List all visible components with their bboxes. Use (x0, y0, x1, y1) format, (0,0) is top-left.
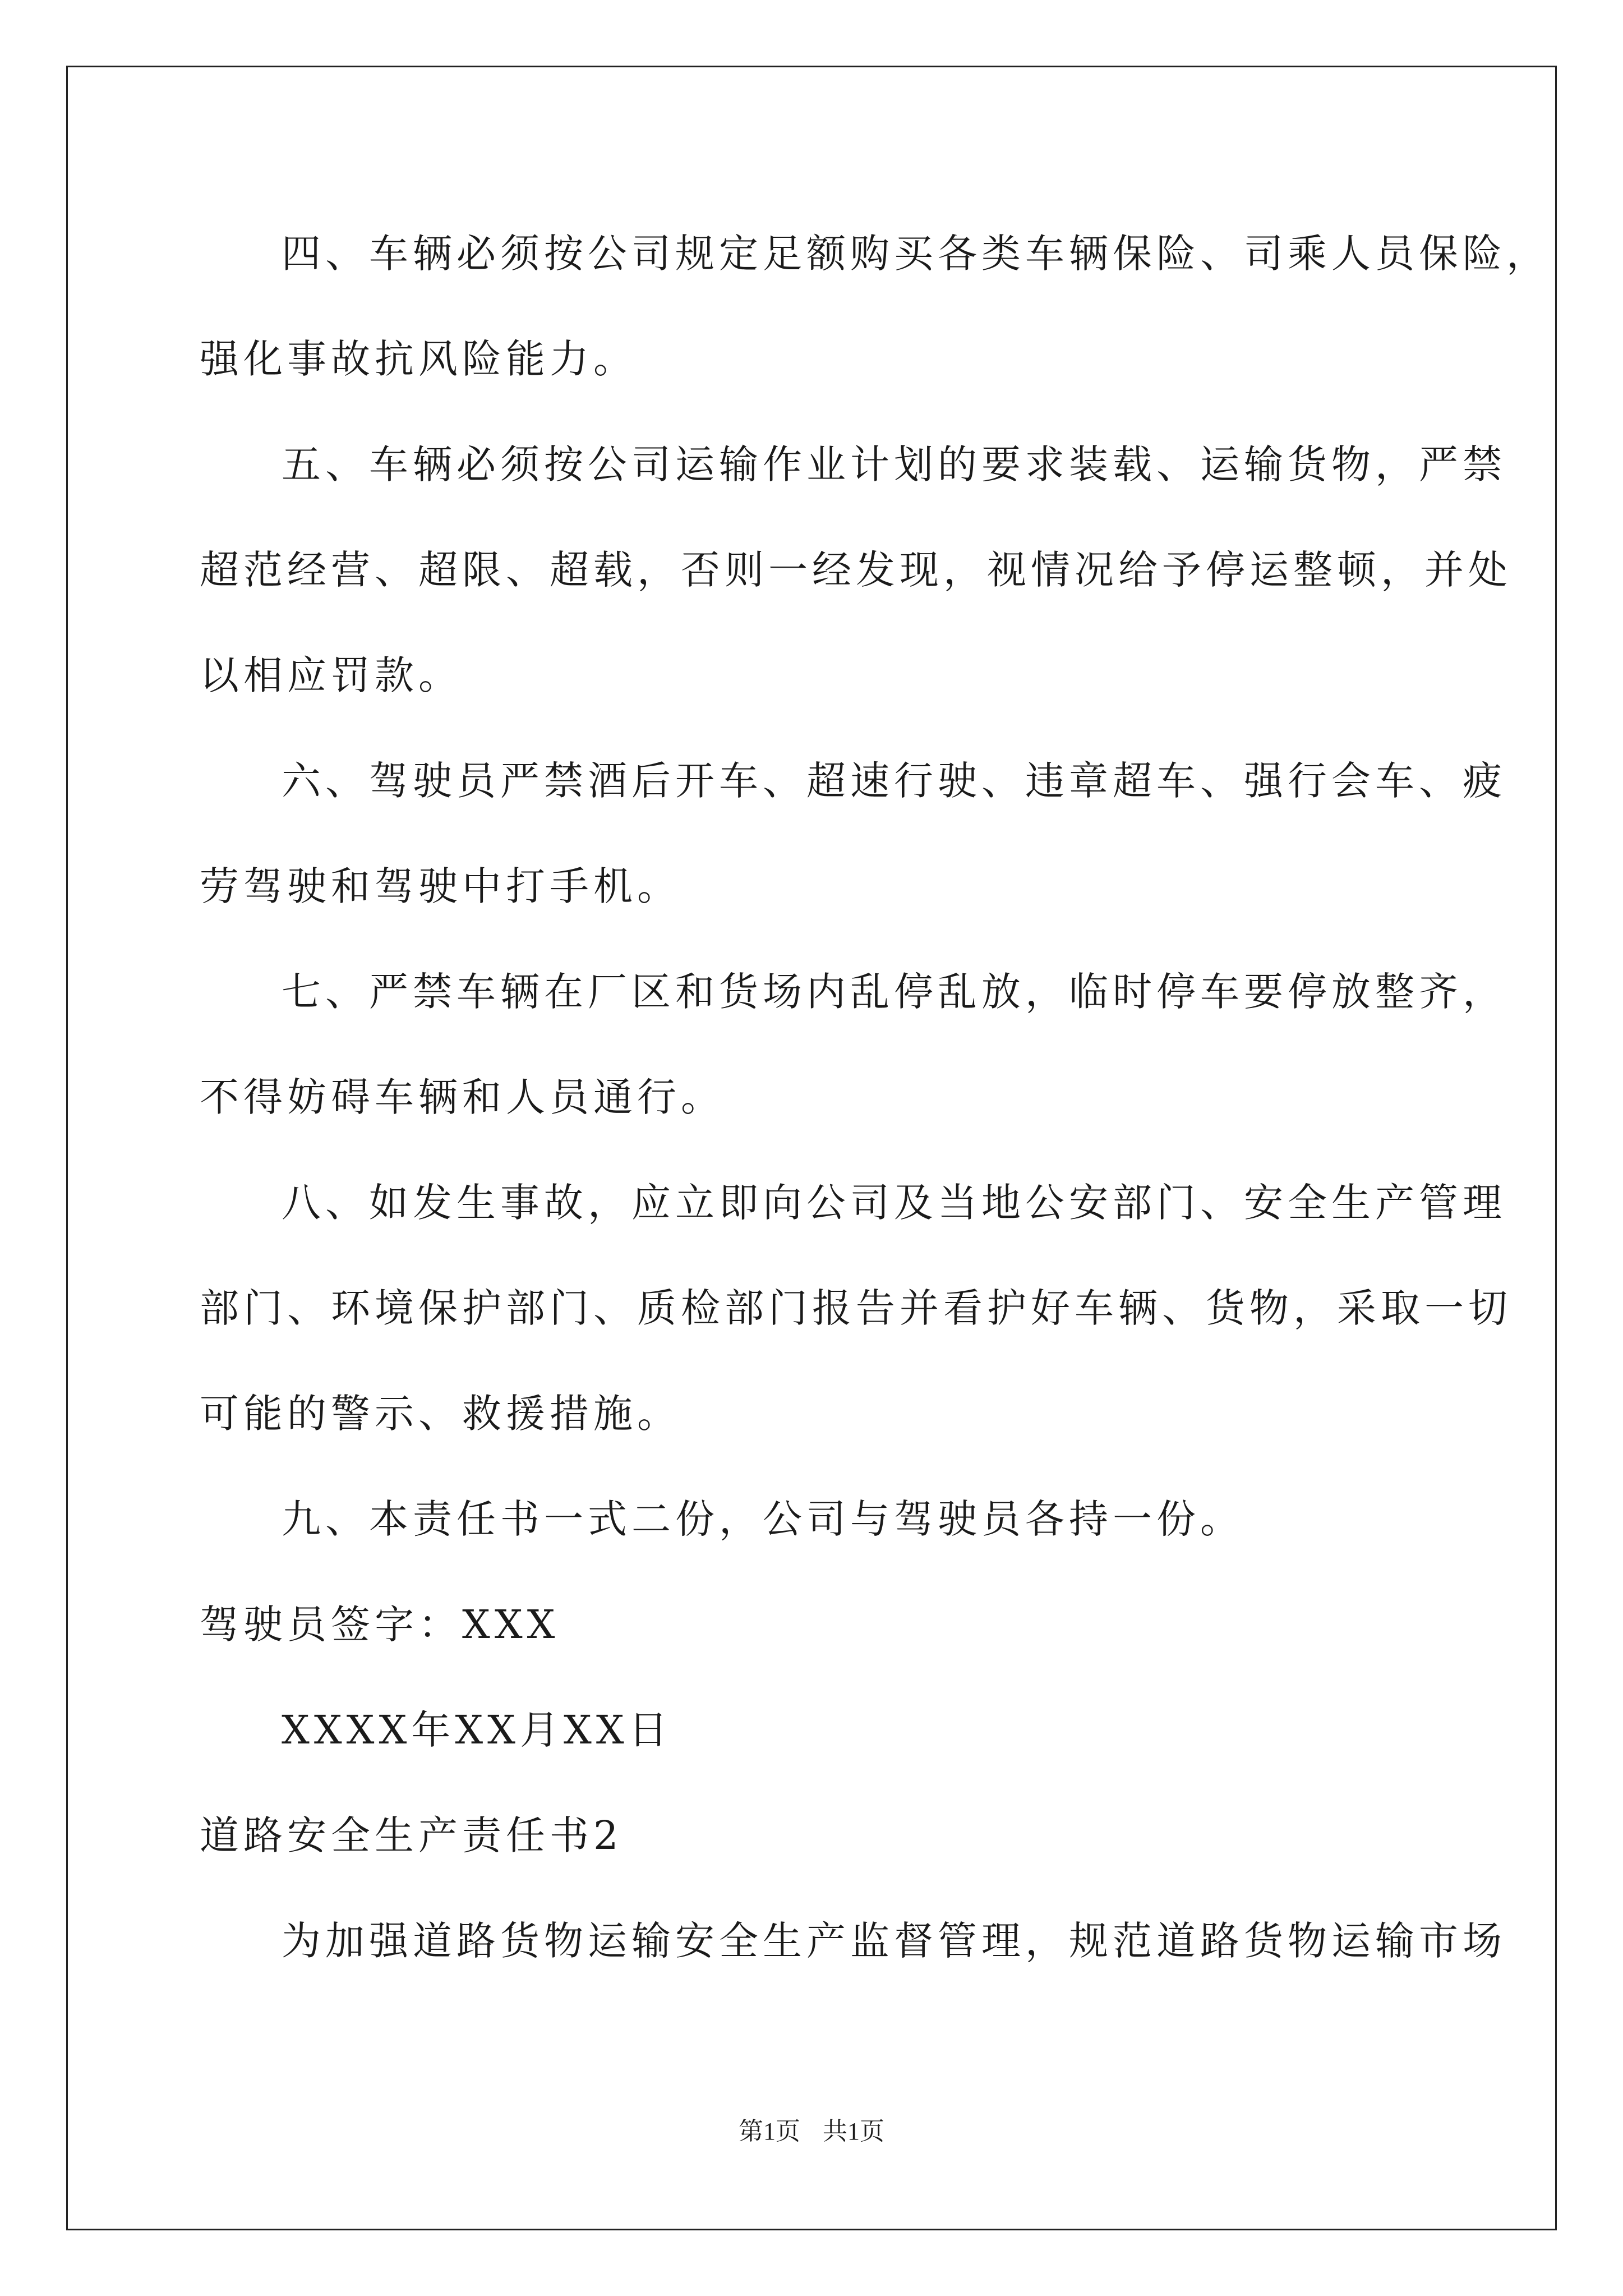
signature-date: XXXX年XX月XX日 (282, 1707, 672, 1753)
paragraph-6-line-2: 劳驾驶和驾驶中打手机。 (200, 863, 681, 909)
paragraph-5-line-3: 以相应罚款。 (200, 652, 462, 698)
paragraph-8-line-1: 八、如发生事故，应立即向公司及当地公安部门、安全生产管理 (282, 1180, 1506, 1226)
paragraph-4-line-1: 四、车辆必须按公司规定足额购买各类车辆保险、司乘人员保险， (282, 231, 1550, 277)
page-number: 第1页 (739, 2118, 800, 2145)
paragraph-9-line-1: 九、本责任书一式二份，公司与驾驶员各持一份。 (282, 1496, 1244, 1542)
page-total: 共1页 (823, 2118, 884, 2145)
page-border (66, 66, 1557, 2230)
paragraph-8-line-3: 可能的警示、救援措施。 (200, 1391, 681, 1437)
driver-signature-line: 驾驶员签字：XXX (200, 1602, 560, 1648)
paragraph-5-line-1: 五、车辆必须按公司运输作业计划的要求装载、运输货物，严禁 (282, 441, 1506, 487)
paragraph-7-line-1: 七、严禁车辆在厂区和货场内乱停乱放，临时停车要停放整齐， (282, 969, 1506, 1015)
section-intro-line-1: 为加强道路货物运输安全生产监督管理，规范道路货物运输市场 (282, 1918, 1506, 1964)
paragraph-8-line-2: 部门、环境保护部门、质检部门报告并看护好车辆、货物，采取一切 (200, 1285, 1512, 1331)
paragraph-5-line-2: 超范经营、超限、超载，否则一经发现，视情况给予停运整顿，并处 (200, 547, 1512, 593)
page-footer (0, 2115, 1623, 2148)
paragraph-7-line-2: 不得妨碍车辆和人员通行。 (200, 1074, 725, 1120)
section-title: 道路安全生产责任书2 (200, 1812, 623, 1858)
paragraph-6-line-1: 六、驾驶员严禁酒后开车、超速行驶、违章超车、强行会车、疲 (282, 758, 1506, 804)
paragraph-4-line-2: 强化事故抗风险能力。 (200, 336, 637, 382)
